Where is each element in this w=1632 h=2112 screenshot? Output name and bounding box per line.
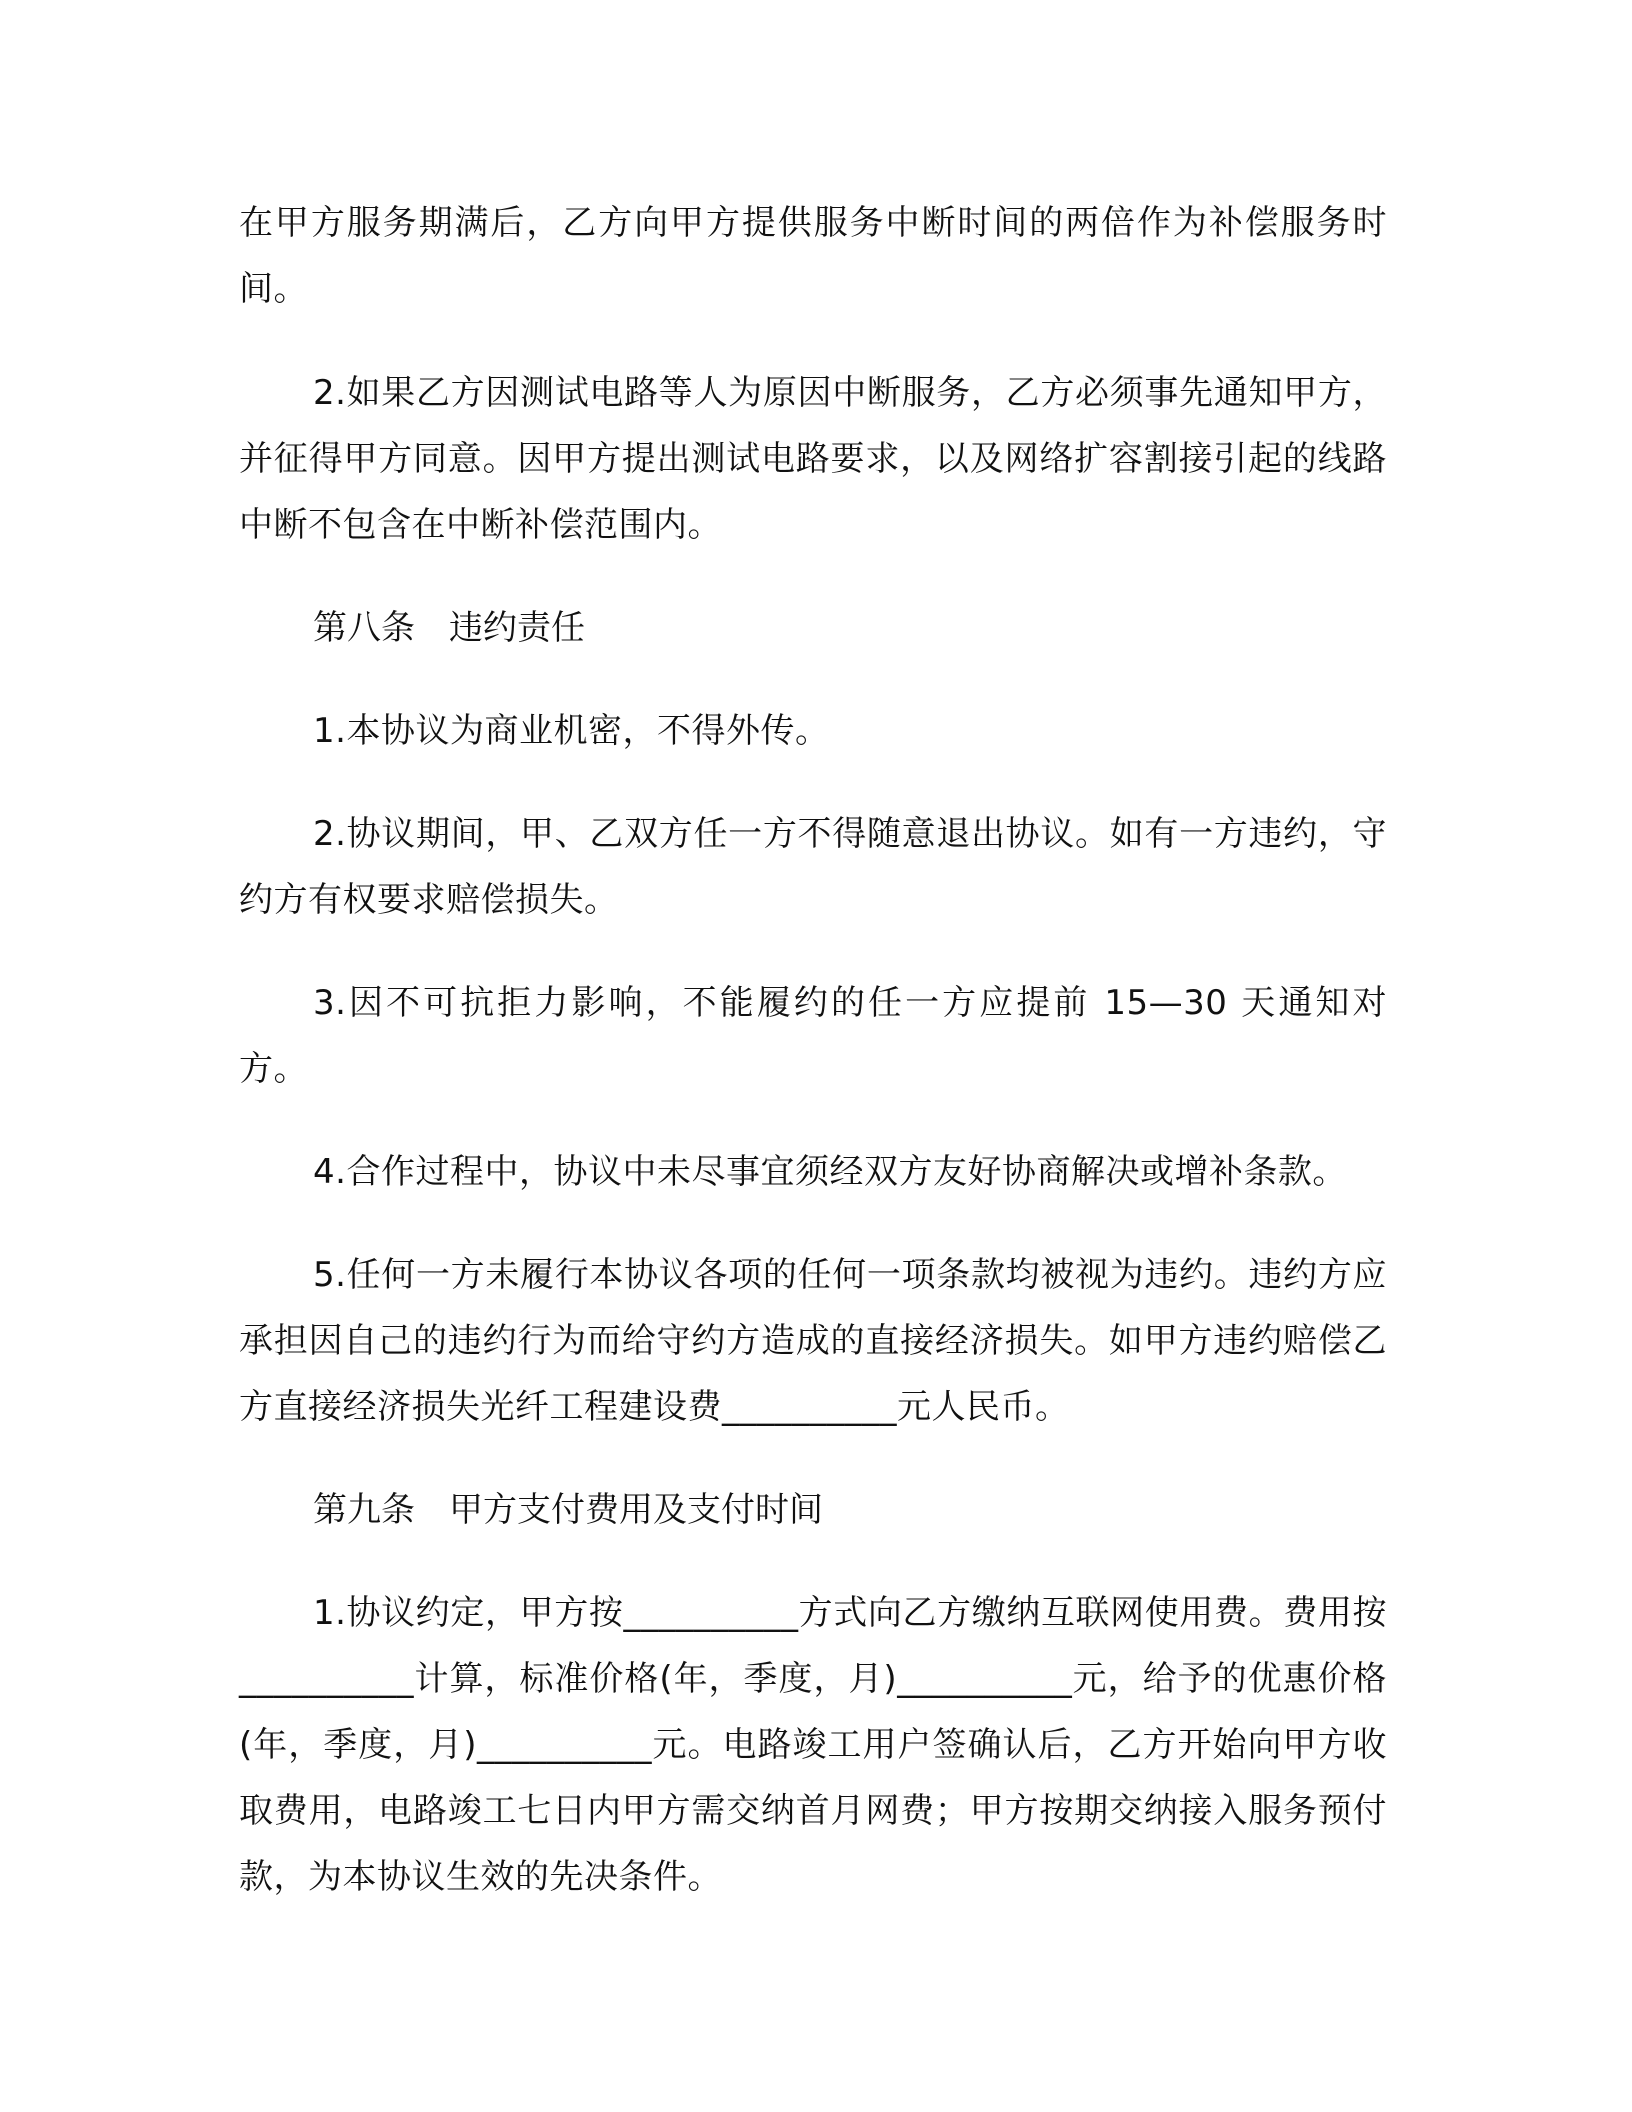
paragraph-force-majeure: 3.因不可抗拒力影响，不能履约的任一方应提前 15—30 天通知对方。 — [239, 983, 1387, 1089]
paragraph-compensation-time: 在甲方服务期满后，乙方向甲方提供服务中断时间的两倍作为补偿服务时间。 — [239, 203, 1387, 309]
paragraph-service-interruption: 2.如果乙方因测试电路等人为原因中断服务，乙方必须事先通知甲方，并征得甲方同意。因甲方提出测试电路要求，以及网络扩容割接引起的线路中断不包含在中断补偿范围内。 — [239, 373, 1387, 545]
document-body — [239, 190, 1387, 1947]
paragraph-breach: 5.任何一方未履行本协议各项的任何一项条款均被视为违约。违约方应承担因自己的违约行为而给守约方造成的直接经济损失。如甲方违约赔偿乙方直接经济损失光纤工程建设费__________元人民币。 — [239, 1255, 1387, 1427]
paragraph-payment-terms: 1.协议约定，甲方按__________方式向乙方缴纳互联网使用费。费用按__________计算，标准价格(年，季度，月)__________元，给予的优惠价格(年，季度，月)__________元。电路竣工用户签确认后，乙方开始向甲方收取费用，电路竣工七日内甲方需交纳首月网费；甲方按期交纳接入服务预付款，为本协议生效的先决条件。 — [239, 1593, 1387, 1897]
section-heading-article-8: 第八条 违约责任 — [313, 608, 585, 648]
paragraph-negotiation: 4.合作过程中，协议中未尽事宜须经双方友好协商解决或增补条款。 — [313, 1152, 1347, 1192]
paragraph-confidentiality: 1.本协议为商业机密，不得外传。 — [313, 711, 830, 751]
paragraph-no-withdrawal: 2.协议期间，甲、乙双方任一方不得随意退出协议。如有一方违约，守约方有权要求赔偿损失。 — [239, 814, 1387, 920]
section-heading-article-9: 第九条 甲方支付费用及支付时间 — [313, 1490, 823, 1530]
